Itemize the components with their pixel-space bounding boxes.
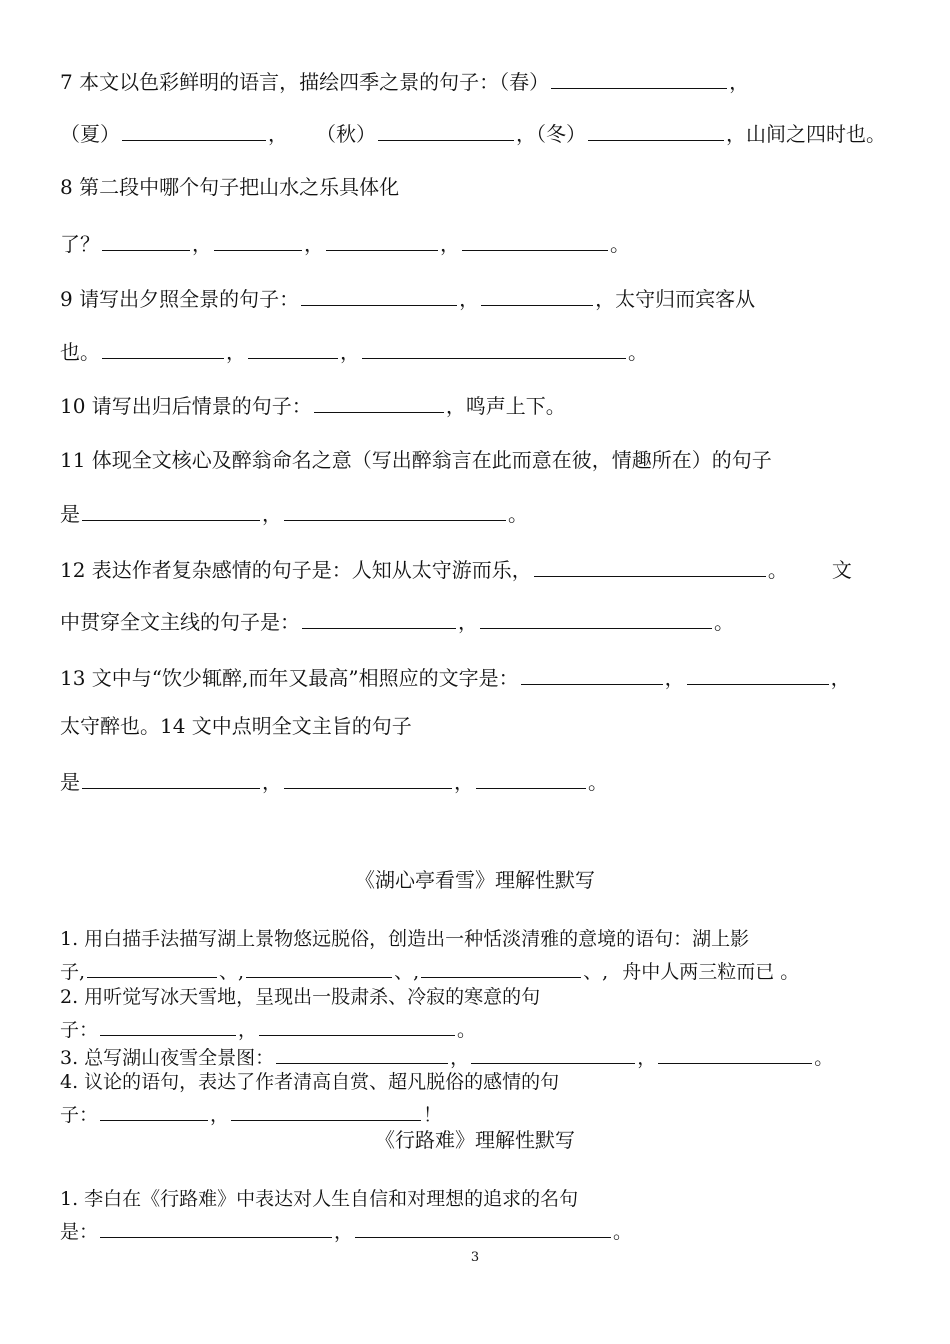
q7-summer-label: （夏） (60, 122, 120, 146)
q10-blank[interactable] (314, 390, 444, 413)
q9-prompt: 9 请写出夕照全景的句子： (60, 287, 300, 311)
section-title-xinglunan: 《行路难》理解性默写 (375, 1128, 575, 1152)
s2-q3-line (60, 1041, 833, 1071)
q13-blank-1[interactable] (521, 662, 663, 685)
punct: 。 (457, 1019, 477, 1041)
s2-q2-line1 (60, 984, 540, 1010)
punct: 。 (714, 610, 734, 634)
q11-prompt-end: 是 (60, 502, 80, 526)
q9-text: 也。 (60, 340, 100, 364)
q8-line2 (60, 228, 630, 258)
s2-q4-blank-1[interactable] (100, 1098, 208, 1121)
page-number: 3 (470, 1250, 480, 1265)
punct: 、, (219, 961, 245, 983)
q11-blank-1[interactable] (82, 498, 260, 521)
q8-blank-4[interactable] (462, 228, 608, 251)
q8-blank-1[interactable] (102, 228, 190, 251)
q8-blank-2[interactable] (214, 228, 302, 251)
q7-line2 (60, 118, 886, 148)
q7-autumn-blank[interactable] (378, 118, 514, 141)
punct: ， (226, 340, 246, 364)
q9-text: ，太守归而宾客从 (595, 287, 756, 311)
s2-q3-prompt: 3. 总写湖山夜雪全景图： (60, 1047, 275, 1069)
q7-winter-blank[interactable] (588, 118, 724, 141)
section-title-huxinting: 《湖心亭看雪》理解性默写 (355, 868, 595, 892)
s2-q2-blank-2[interactable] (259, 1013, 455, 1036)
punct: 。 (610, 232, 630, 256)
s2-q1-ending: 舟中人两三粒而已 。 (622, 961, 800, 983)
s3-q1-prompt-end: 是： (60, 1221, 99, 1243)
q9-blank-1[interactable] (301, 283, 457, 306)
punct: ， (637, 1047, 657, 1069)
s2-q2-line2 (60, 1013, 476, 1043)
s3-q1-blank-2[interactable] (355, 1215, 611, 1238)
q7-ending: ，山间之四时也。 (726, 122, 886, 146)
punct: 。 (814, 1047, 834, 1069)
s2-q1-blank-3[interactable] (421, 955, 581, 978)
s2-q1-line1 (60, 926, 749, 952)
punct: ， (192, 232, 212, 256)
q9-blank-3[interactable] (102, 336, 224, 359)
punct: 、, (394, 961, 420, 983)
s3-q1-blank-1[interactable] (100, 1215, 332, 1238)
punct: ， (262, 770, 282, 794)
s2-q1-prompt: 1. 用白描手法描写湖上景物悠远脱俗，创造出一种恬淡清雅的意境的语句：湖上影 (60, 928, 750, 950)
q12-blank-2[interactable] (302, 606, 456, 629)
q11-line2 (60, 498, 528, 528)
s2-q2-prompt-end: 子： (60, 1019, 99, 1041)
q12-blank-3[interactable] (480, 606, 712, 629)
q14-blank-3[interactable] (476, 766, 586, 789)
q7-spring-blank[interactable] (551, 66, 727, 89)
q7-summer-blank[interactable] (122, 118, 266, 141)
punct: 。 (588, 770, 608, 794)
q11-line1 (60, 446, 772, 474)
s2-q3-blank-2[interactable] (471, 1041, 635, 1064)
q14-prompt: 太守醉也。14 文中点明全文主旨的句子 (60, 714, 412, 738)
s2-q1-line2 (60, 955, 799, 985)
s2-q4-prompt-end: 子： (60, 1104, 99, 1126)
q9-line1 (60, 283, 755, 313)
q13-line1 (60, 662, 851, 692)
punct: ， (334, 1221, 354, 1243)
s2-q3-blank-3[interactable] (658, 1041, 812, 1064)
punct: ， (729, 70, 750, 94)
s2-q4-line2 (60, 1098, 442, 1128)
punct: ， (268, 122, 288, 146)
q7-line1 (60, 66, 749, 96)
q14-line (60, 766, 608, 796)
q7-winter-label: ，（冬） (516, 122, 586, 146)
punct: 。 (628, 340, 648, 364)
punct: ， (450, 1047, 470, 1069)
punct: 。 (767, 558, 788, 582)
q10-line (60, 390, 566, 420)
punct: ， (304, 232, 324, 256)
s2-q1-blank-1[interactable] (87, 955, 217, 978)
q7-autumn-label: （秋） (316, 122, 376, 146)
q11-prompt: 11 体现全文核心及醉翁命名之意（写出醉翁言在此而意在彼，情趣所在）的句子 (60, 448, 772, 472)
q7-prompt: 7 本文以色彩鲜明的语言，描绘四季之景的句子：（春） (60, 70, 550, 94)
q8-prompt-end: 了？ (60, 232, 100, 256)
q8-blank-3[interactable] (326, 228, 438, 251)
punct: ， (459, 287, 480, 311)
q12-prompt: 12 表达作者复杂感情的句子是：人知从太守游而乐， (60, 558, 532, 582)
punct: ， (830, 666, 851, 690)
q14-prompt-end: 是 (60, 770, 80, 794)
q13-prompt: 13 文中与“饮少辄醉,而年又最高”相照应的文字是： (60, 666, 519, 690)
punct: ， (454, 770, 474, 794)
q11-blank-2[interactable] (284, 498, 506, 521)
q9-blank-4[interactable] (248, 336, 338, 359)
punct: ， (340, 340, 360, 364)
q9-blank-5[interactable] (362, 336, 626, 359)
punct: 。 (508, 502, 528, 526)
punct: ， (458, 610, 478, 634)
s3-q1-line1 (60, 1186, 578, 1212)
q12-prompt-2: 中贯穿全文主线的句子是： (60, 610, 300, 634)
punct: ， (440, 232, 460, 256)
s2-q4-line1 (60, 1069, 559, 1095)
q9-line2 (60, 336, 648, 366)
punct: 。 (613, 1221, 633, 1243)
s2-q4-prompt: 4. 议论的语句，表达了作者清高自赏、超凡脱俗的感情的句 (60, 1071, 560, 1093)
q10-prompt: 10 请写出归后情景的句子： (60, 394, 312, 418)
punct: ， (238, 1019, 258, 1041)
q9-blank-2[interactable] (481, 283, 593, 306)
s2-q2-blank-1[interactable] (100, 1013, 236, 1036)
s2-q2-prompt: 2. 用听觉写冰天雪地，呈现出一股肃杀、冷寂的寒意的句 (60, 986, 541, 1008)
q14-blank-2[interactable] (284, 766, 452, 789)
q12-line1 (60, 554, 852, 584)
punct: ， (262, 502, 282, 526)
q12-line2 (60, 606, 734, 636)
q13-blank-2[interactable] (687, 662, 829, 685)
punct: ！ (423, 1104, 443, 1126)
s2-q1-prompt-end: 子, (60, 961, 86, 983)
q12-blank-1[interactable] (534, 554, 766, 577)
q8-line1 (60, 173, 399, 201)
s3-q1-prompt: 1. 李白在《行路难》中表达对人生自信和对理想的追求的名句 (60, 1188, 579, 1210)
s2-q4-blank-2[interactable] (231, 1098, 421, 1121)
punct: ， (664, 666, 685, 690)
s3-q1-line2 (60, 1215, 632, 1245)
punct: ， (210, 1104, 230, 1126)
q13-line2 (60, 712, 412, 740)
s2-q3-blank-1[interactable] (276, 1041, 448, 1064)
q8-prompt: 8 第二段中哪个句子把山水之乐具体化 (60, 175, 400, 199)
punct: 、, (583, 961, 609, 983)
q10-ending: ，鸣声上下。 (445, 394, 566, 418)
s2-q1-blank-2[interactable] (246, 955, 392, 978)
q12-text: 文 (831, 558, 852, 582)
q14-blank-1[interactable] (82, 766, 260, 789)
